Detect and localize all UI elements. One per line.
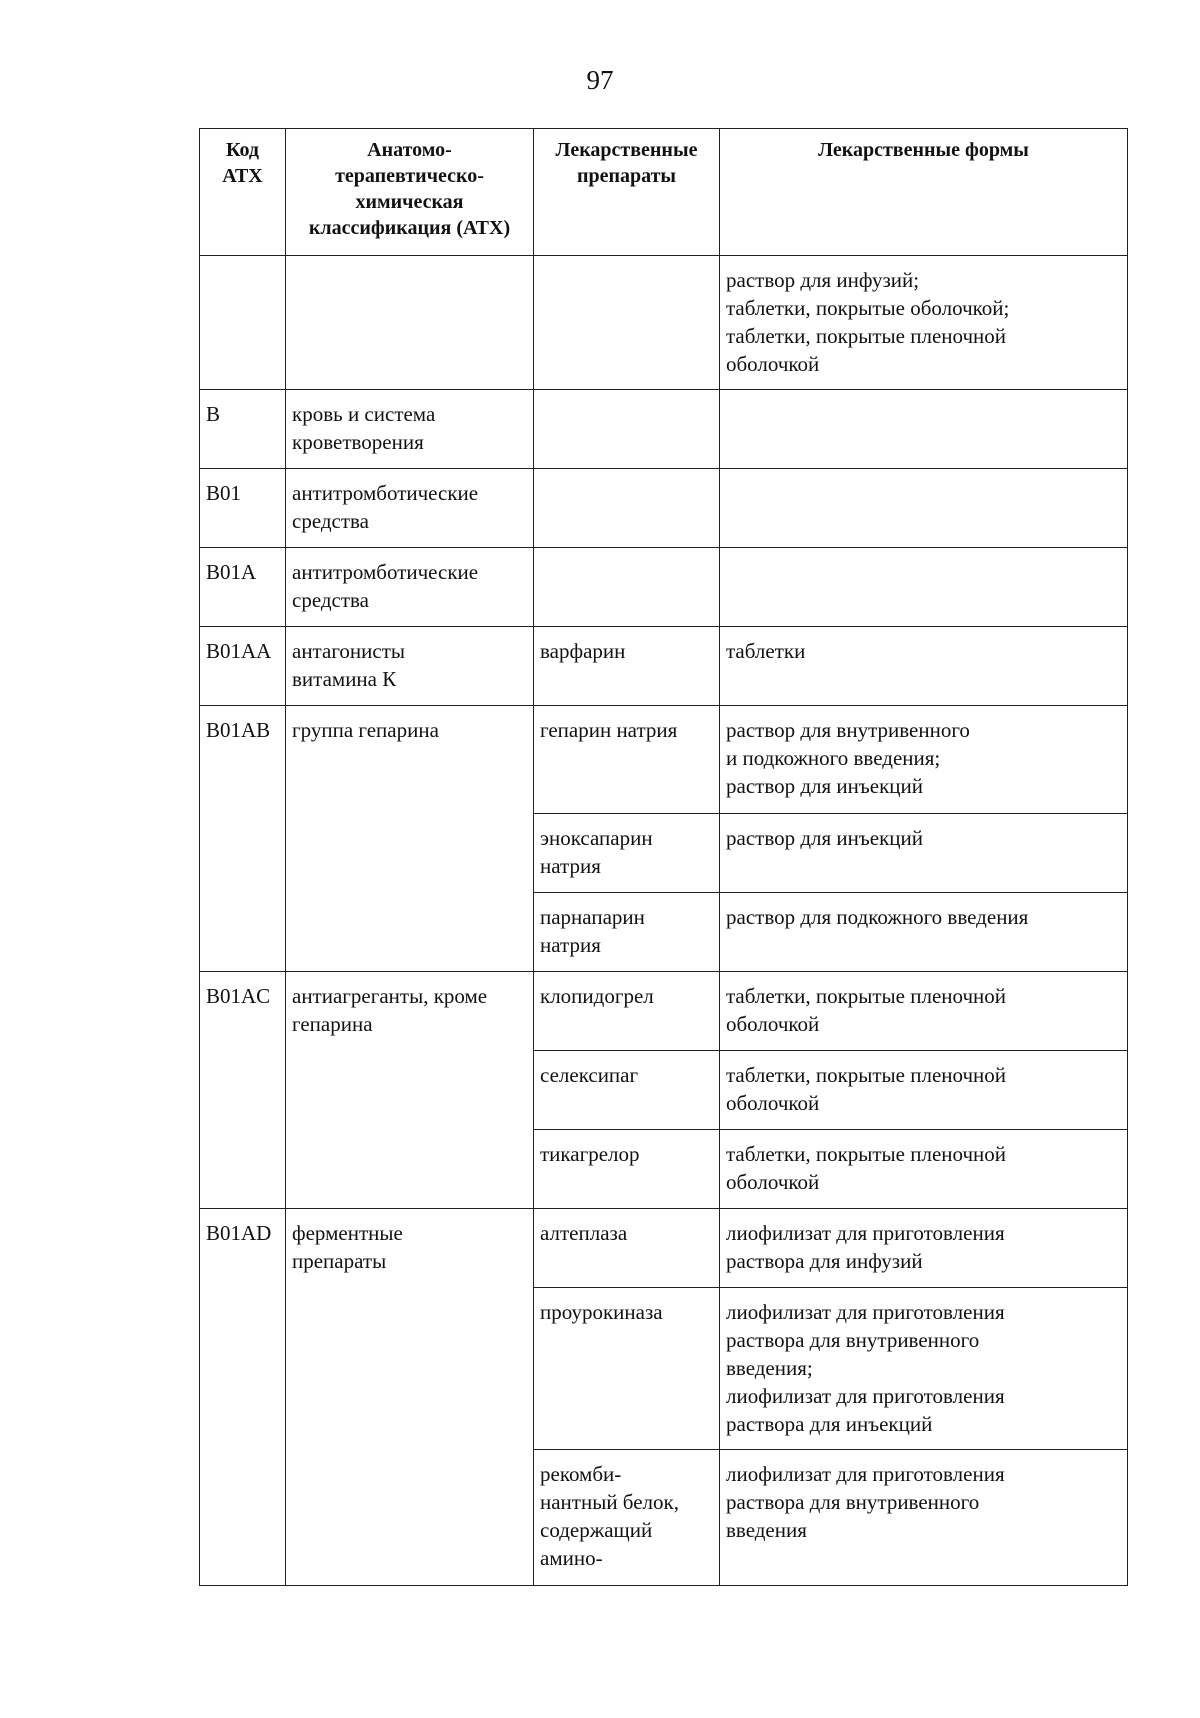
table-row [200, 548, 1128, 627]
form-cell [720, 548, 1128, 627]
form-cell: раствор для инфузий; таблетки, покрытые оболочкой; таблетки, покрытые пленочной оболочкой [720, 256, 1128, 390]
table-row [200, 469, 1128, 548]
drug-cell: гепарин натрия [534, 706, 720, 814]
form-cell: лиофилизат для приготовления раствора для внутривенного введения; лиофилизат для приготовления раствора для инъекций [720, 1288, 1128, 1450]
form-cell [720, 390, 1128, 469]
table-row [200, 1209, 1128, 1288]
classification-cell: антагонисты витамина К [286, 627, 534, 706]
drug-cell: парнапарин натрия [534, 893, 720, 972]
code-cell: B01AB [200, 706, 286, 972]
table-row [200, 256, 1128, 390]
code-cell [200, 256, 286, 390]
drug-cell: клопидогрел [534, 972, 720, 1051]
drug-cell [534, 256, 720, 390]
header-code: Код АТХ [200, 129, 286, 256]
form-cell: таблетки, покрытые пленочной оболочкой [720, 972, 1128, 1051]
classification-cell: антитромботические средства [286, 469, 534, 548]
drug-cell: алтеплаза [534, 1209, 720, 1288]
classification-cell: антиагреганты, кроме гепарина [286, 972, 534, 1209]
code-cell: B01AC [200, 972, 286, 1209]
drug-cell: селексипаг [534, 1051, 720, 1130]
drug-cell: варфарин [534, 627, 720, 706]
code-cell: B01A [200, 548, 286, 627]
form-cell: раствор для инъекций [720, 814, 1128, 893]
drug-cell: тикагрелор [534, 1130, 720, 1209]
atx-drug-table [199, 128, 1128, 1586]
table-row [200, 706, 1128, 814]
form-cell: таблетки [720, 627, 1128, 706]
drug-cell [534, 390, 720, 469]
header-drugs: Лекарственные препараты [534, 129, 720, 256]
classification-cell [286, 256, 534, 390]
header-classification: Анатомо- терапевтическо- химическая классификация (АТХ) [286, 129, 534, 256]
table-row [200, 627, 1128, 706]
page-number: 97 [586, 65, 614, 95]
form-cell: раствор для подкожного введения [720, 893, 1128, 972]
code-cell: B01AA [200, 627, 286, 706]
classification-cell: группа гепарина [286, 706, 534, 972]
drug-cell [534, 548, 720, 627]
drug-cell: эноксапарин натрия [534, 814, 720, 893]
form-cell: лиофилизат для приготовления раствора для инфузий [720, 1209, 1128, 1288]
classification-cell: кровь и система кроветворения [286, 390, 534, 469]
table-row [200, 972, 1128, 1051]
form-cell: лиофилизат для приготовления раствора для внутривенного введения [720, 1450, 1128, 1586]
form-cell: таблетки, покрытые пленочной оболочкой [720, 1130, 1128, 1209]
drug-cell [534, 469, 720, 548]
classification-cell: ферментные препараты [286, 1209, 534, 1586]
code-cell: B01 [200, 469, 286, 548]
drug-cell: рекомби- нантный белок, содержащий амино- [534, 1450, 720, 1586]
table-row [200, 390, 1128, 469]
header-forms: Лекарственные формы [720, 129, 1128, 256]
table-header-row [200, 129, 1128, 256]
code-cell: B [200, 390, 286, 469]
code-cell: B01AD [200, 1209, 286, 1586]
form-cell: таблетки, покрытые пленочной оболочкой [720, 1051, 1128, 1130]
drug-cell: проурокиназа [534, 1288, 720, 1450]
form-cell: раствор для внутривенного и подкожного введения; раствор для инъекций [720, 706, 1128, 814]
classification-cell: антитромботические средства [286, 548, 534, 627]
form-cell [720, 469, 1128, 548]
